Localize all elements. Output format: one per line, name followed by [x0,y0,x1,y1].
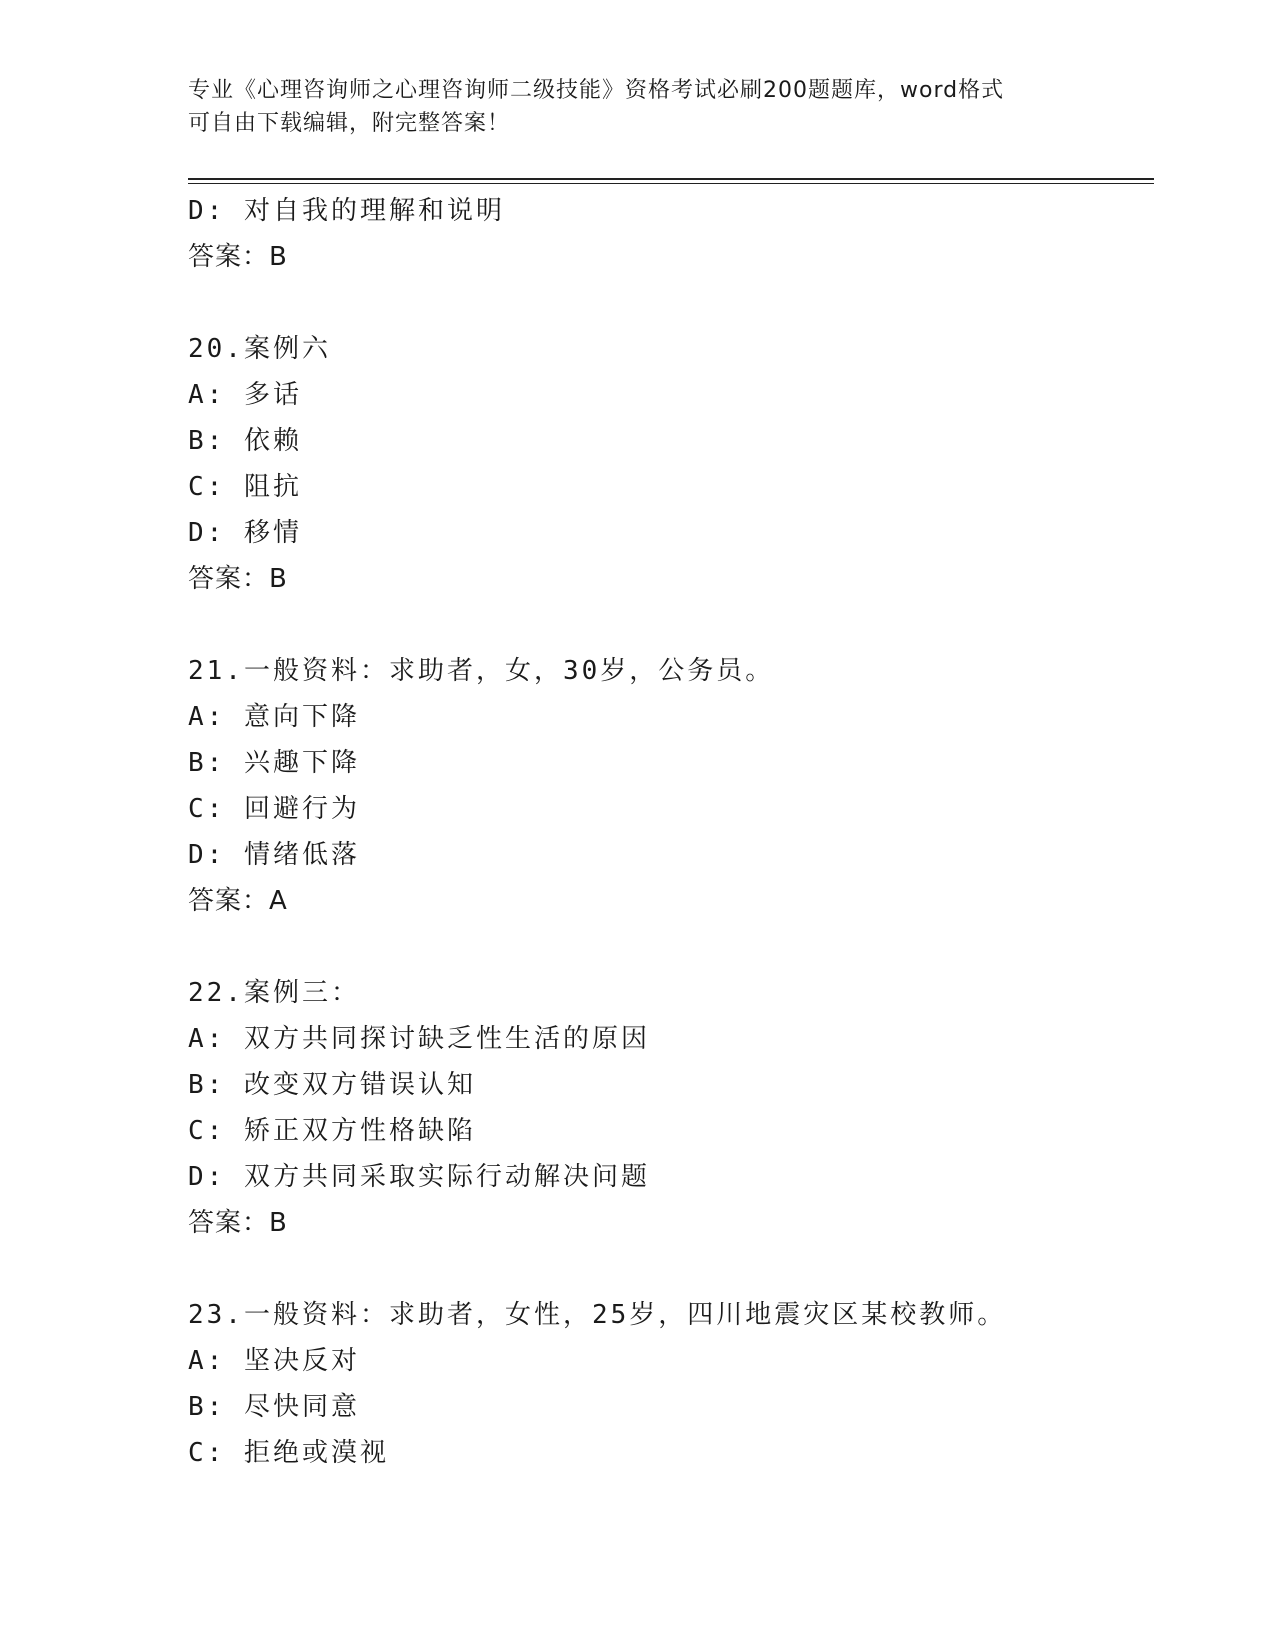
question-block-20 [188,326,1148,602]
option-d: D: 对自我的理解和说明 [188,196,505,226]
answer-line: 答案：A [188,886,288,916]
header-line-2: 可自由下载编辑，附完整答案！ [188,111,511,136]
question-stem: 22.案例三： [188,978,360,1008]
option-c: C: 矫正双方性格缺陷 [188,1116,476,1146]
spacer [188,602,1148,648]
question-stem: 23.一般资料：求助者，女性，25岁，四川地震灾区某校教师。 [188,1300,1007,1330]
option-c: C: 回避行为 [188,794,360,824]
option-b: B: 兴趣下降 [188,748,360,778]
option-a: A: 坚决反对 [188,1346,360,1376]
question-block-21 [188,648,1148,924]
question-list [188,188,1148,1476]
option-c: C: 阻抗 [188,472,302,502]
question-stem: 20.案例六 [188,334,331,364]
option-d: D: 情绪低落 [188,840,360,870]
document-header [188,74,1088,140]
option-a: A: 双方共同探讨缺乏性生活的原因 [188,1024,650,1054]
question-block-22 [188,970,1148,1246]
option-b: B: 改变双方错误认知 [188,1070,476,1100]
option-a: A: 多话 [188,380,302,410]
option-b: B: 依赖 [188,426,302,456]
spacer [188,924,1148,970]
header-divider-thick [188,178,1154,180]
option-d: D: 双方共同采取实际行动解决问题 [188,1162,650,1192]
answer-line: 答案：B [188,1208,288,1238]
option-a: A: 意向下降 [188,702,360,732]
answer-line: 答案：B [188,564,288,594]
spacer [188,280,1148,326]
question-stem: 21.一般资料：求助者，女，30岁，公务员。 [188,656,775,686]
header-line-1: 专业《心理咨询师之心理咨询师二级技能》资格考试必刷200题题库，word格式 [188,78,1005,103]
answer-line: 答案：B [188,242,288,272]
question-block-23 [188,1292,1148,1476]
option-c: C: 拒绝或漠视 [188,1438,389,1468]
option-d: D: 移情 [188,518,302,548]
header-divider-thin [188,183,1154,184]
spacer [188,1246,1148,1292]
option-b: B: 尽快同意 [188,1392,360,1422]
